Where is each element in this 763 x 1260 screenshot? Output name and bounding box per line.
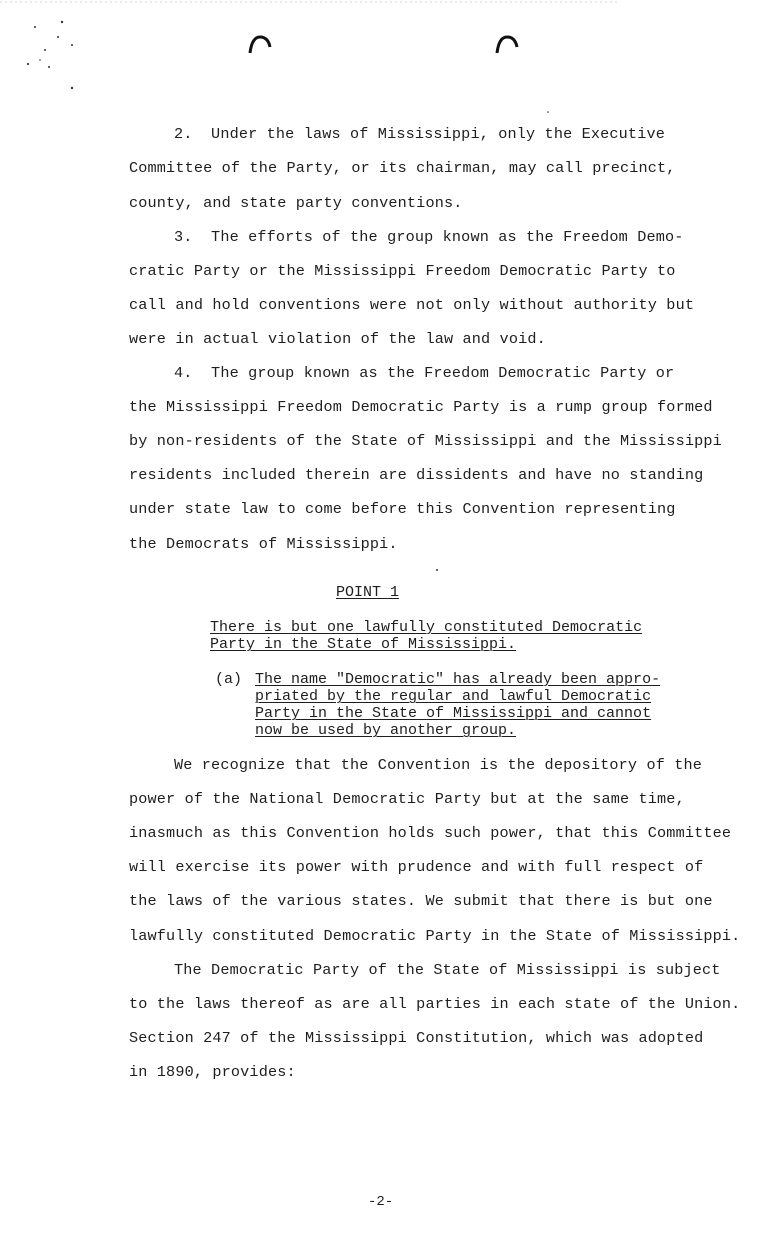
point-statement-line-1: There is but one lawfully constituted Democratic [210, 619, 643, 636]
body-1-line-6: lawfully constituted Democratic Party in the State of Mississippi. [129, 927, 741, 945]
sub-point-line-1: The name "Democratic" has already been appro- [255, 671, 661, 688]
paragraph-4-line-4: residents included therein are dissidents and have no standing [129, 466, 704, 484]
paragraph-4-line-1: 4. The group known as the Freedom Democratic Party or [174, 364, 675, 382]
point-statement-line-2: Party in the State of Mississippi. [210, 636, 517, 653]
body-2-line-4: in 1890, provides: [129, 1063, 296, 1081]
paragraph-4-line-6: the Democrats of Mississippi. [129, 535, 398, 553]
binder-hole-left [247, 33, 273, 55]
paragraph-3-line-4: were in actual violation of the law and void. [129, 330, 546, 348]
binder-hole-right [494, 33, 520, 55]
point-heading: POINT 1 [336, 584, 400, 601]
sub-point-line-2: priated by the regular and lawful Democratic [255, 688, 652, 705]
sub-point-line-4: now be used by another group. [255, 722, 517, 739]
body-1-line-3: inasmuch as this Convention holds such power, that this Committee [129, 824, 732, 842]
sub-point-marker: (a) [215, 671, 243, 688]
paragraph-4-line-3: by non-residents of the State of Mississippi and the Mississippi [129, 432, 722, 450]
paragraph-2-line-1: 2. Under the laws of Mississippi, only the Executive [174, 125, 665, 143]
body-2-line-3: Section 247 of the Mississippi Constitution, which was adopted [129, 1029, 704, 1047]
body-2-line-2: to the laws thereof as are all parties in each state of the Union. [129, 995, 741, 1013]
paragraph-3-line-2: cratic Party or the Mississippi Freedom Democratic Party to [129, 262, 676, 280]
page-number: -2- [368, 1194, 394, 1210]
paragraph-4-line-5: under state law to come before this Convention representing [129, 500, 676, 518]
paragraph-4-line-2: the Mississippi Freedom Democratic Party is a rump group formed [129, 398, 713, 416]
body-1-line-2: power of the National Democratic Party but at the same time, [129, 790, 685, 808]
paragraph-3-line-3: call and hold conventions were not only without authority but [129, 296, 695, 314]
paragraph-2-line-2: Committee of the Party, or its chairman, may call precinct, [129, 159, 676, 177]
sub-point-line-3: Party in the State of Mississippi and cannot [255, 705, 652, 722]
paragraph-3-line-1: 3. The efforts of the group known as the Freedom Demo- [174, 228, 684, 246]
body-1-line-5: the laws of the various states. We submit that there is but one [129, 892, 713, 910]
body-2-line-1: The Democratic Party of the State of Mississippi is subject [174, 961, 721, 979]
body-1-line-1: We recognize that the Convention is the depository of the [174, 756, 703, 774]
paragraph-2-line-3: county, and state party conventions. [129, 194, 463, 212]
body-1-line-4: will exercise its power with prudence and with full respect of [129, 858, 704, 876]
